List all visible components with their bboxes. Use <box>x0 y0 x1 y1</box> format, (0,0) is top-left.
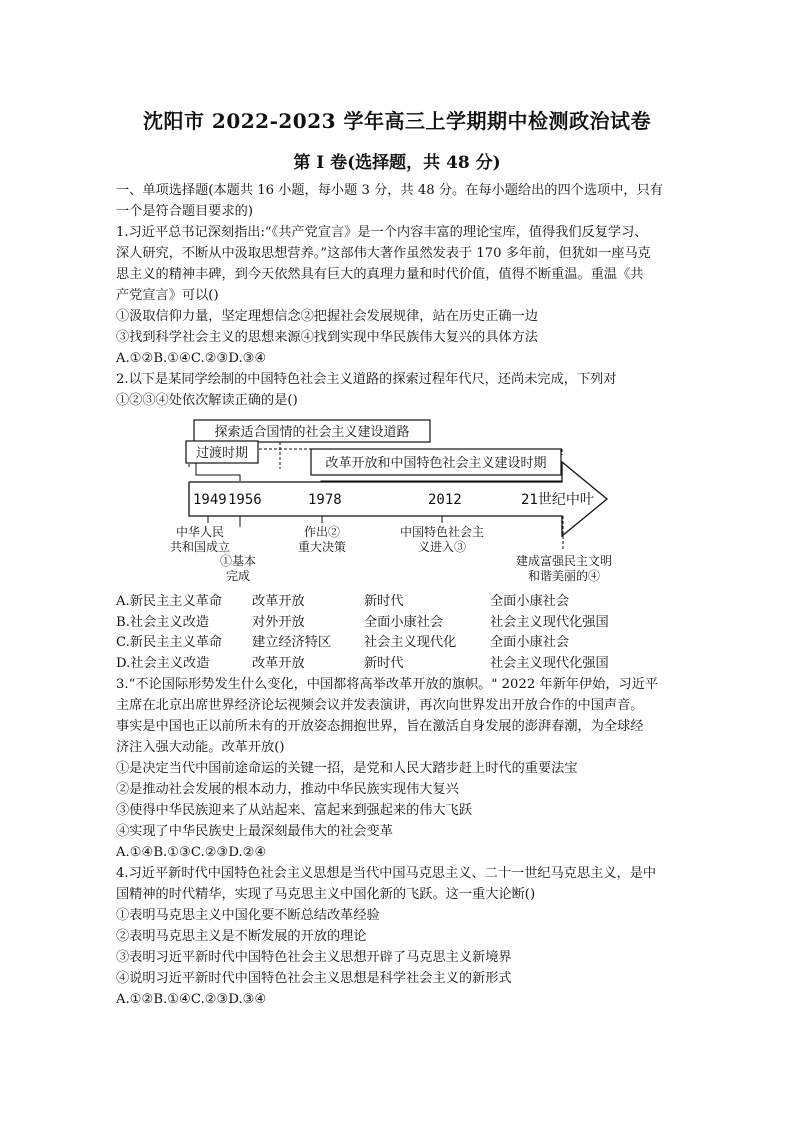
question-item: ②表明马克思主义是不断发展的开放的理论 <box>116 929 367 944</box>
exam-body <box>116 180 688 1010</box>
option-cell: 改革开放 <box>252 594 305 609</box>
label-1: 完成 <box>225 569 251 583</box>
option-cell: 对外开放 <box>252 614 305 630</box>
option-cell: C.新民主主义革命 <box>116 635 223 650</box>
label-prc: 中华人民 <box>175 525 225 539</box>
option-cell: 改革开放 <box>252 655 305 671</box>
year-label: 1978 <box>308 492 342 508</box>
timeline-diagram <box>116 415 688 592</box>
option-cell: 新时代 <box>364 594 404 609</box>
question-item: ②是推动社会发展的根本动力，推动中华民族实现伟大复兴 <box>116 782 459 797</box>
question-text-line: 2.以下是某同学绘制的中国特色社会主义道路的探索过程年代尺，还尚未完成，下列对 <box>116 372 617 387</box>
question-text-line: 主席在北京出席世界经济论坛视频会议并发表演讲，再次向世界发出开放合作的中国声音。 <box>116 698 644 713</box>
option-cell: D.社会主义改造 <box>116 655 210 671</box>
question-item: ③找到科学社会主义的思想来源④找到实现中华民族伟大复兴的具体方法 <box>116 330 538 345</box>
question-item: ④实现了中华民族史上最深刻最伟大的社会变革 <box>116 824 393 839</box>
answer-options: A.①④B.①③C.②③D.②④ <box>116 845 267 860</box>
options-table <box>116 592 688 674</box>
label-3: 义进入③ <box>417 540 467 554</box>
question-text-line: 事实是中国也正以前所未有的开放姿态拥抱世界，旨在激活自身发展的澎湃春潮，为全球经 <box>116 719 644 734</box>
question-text-line: 国精神的时代精华，实现了马克思主义中国化新的飞跃。这一重大论断() <box>116 887 536 902</box>
transition-bracket <box>196 463 240 481</box>
page-title: 沈阳市 2022-2023 学年高三上学期期中检测政治试卷 <box>142 109 652 133</box>
year-label: 1949 <box>193 492 227 508</box>
option-row <box>116 613 688 634</box>
label-2: 重大决策 <box>297 540 347 554</box>
option-cell: 全面小康社会 <box>490 635 570 650</box>
question-text-line: 4.习近平新时代中国特色社会主义思想是当代中国马克思主义、二十一世纪马克思主义，是中 <box>116 866 657 881</box>
transition-box-label: 过渡时期 <box>195 446 249 461</box>
option-cell: 社会主义现代化强国 <box>490 614 609 630</box>
question-text-line: 产党宣言》可以() <box>116 288 219 303</box>
question-text-line: 3.“不论国际形势发生什么变化，中国都将高举改革开放的旗帜。" 2022 年新年伊始，习近平 <box>116 677 659 692</box>
label-3: 中国特色社会主 <box>399 525 485 539</box>
label-prc: 共和国成立 <box>169 540 231 554</box>
option-row <box>116 654 688 675</box>
option-cell: B.社会主义改造 <box>116 614 210 630</box>
question-item: ①是决定当代中国前途命运的关键一招，是党和人民大踏步赶上时代的重要法宝 <box>116 761 578 776</box>
instruction-line: 一、单项选择题(本题共 16 小题，每小题 3 分，共 48 分。在每小题给出的四个选项中，只有 <box>116 183 663 198</box>
label-4: 和谐美丽的④ <box>527 569 601 583</box>
instruction-line: 一个是符合题目要求的) <box>116 204 254 219</box>
option-row <box>116 633 688 654</box>
label-2: 作出② <box>303 525 341 539</box>
section-title: 第 I 卷(选择题，共 48 分) <box>293 153 501 173</box>
question-item: ④说明习近平新时代中国特色社会主义思想是科学社会主义的新形式 <box>116 971 512 986</box>
explore-box-label: 探索适合国情的社会主义建设道路 <box>214 425 410 440</box>
option-cell: 社会主义现代化 <box>364 635 457 650</box>
question-3 <box>116 674 688 863</box>
question-text-line: 济注入强大动能。改革开放() <box>116 740 285 755</box>
option-row <box>116 592 688 613</box>
question-4 <box>116 863 688 1010</box>
option-cell: 建立经济特区 <box>252 635 332 650</box>
question-item: ①表明马克思主义中国化要不断总结改革经验 <box>116 908 380 923</box>
question-item: ③使得中华民族迎来了从站起来、富起来到强起来的伟大飞跃 <box>116 803 473 818</box>
label-4: 建成富强民主文明 <box>515 554 613 568</box>
answer-options: A.①②B.①④C.②③D.③④ <box>116 351 267 366</box>
question-text-line: 深人研究，不断从中汲取思想营养。”这部伟大著作虽然发表于 170 多年前，但犹如一座马克 <box>116 246 651 261</box>
option-cell: 全面小康社会 <box>364 614 444 630</box>
question-2 <box>116 369 688 674</box>
question-text-line: 思主义的精神丰碑，到今天依然具有巨大的真理力量和时代价值，值得不断重温。重温《共 <box>116 267 644 282</box>
reform-box-label: 改革开放和中国特色社会主义建设时期 <box>325 456 547 471</box>
option-cell: 新时代 <box>364 655 404 671</box>
option-cell: A.新民主主义革命 <box>116 594 223 609</box>
question-text-line: 1.习近平总书记深刻指出:“《共产党宣言》是一个内容丰富的理论宝库，值得我们反复学习、 <box>116 225 648 240</box>
question-item: ①汲取信仰力量，坚定理想信念②把握社会发展规律，站在历史正确一边 <box>116 309 538 324</box>
question-text-line: ①②③④处依次解读正确的是() <box>116 393 298 408</box>
option-cell: 全面小康社会 <box>490 594 570 609</box>
question-1 <box>116 222 688 369</box>
year-label: 2012 <box>428 492 462 508</box>
question-item: ③表明习近平新时代中国特色社会主义思想开辟了马克思主义新境界 <box>116 950 512 965</box>
option-cell: 社会主义现代化强国 <box>490 655 609 671</box>
year-label: 21世纪中叶 <box>521 492 594 508</box>
year-label: 1956 <box>228 492 262 508</box>
label-1: ①基本 <box>219 554 257 568</box>
answer-options: A.①②B.①④C.②③D.③④ <box>116 992 267 1007</box>
